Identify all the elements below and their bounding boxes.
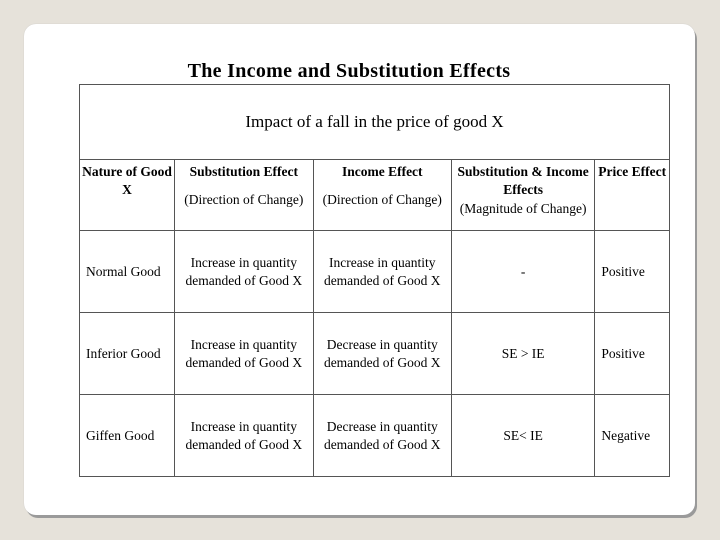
cell-price: Positive [595, 313, 670, 395]
header-price-label: Price Effect [598, 164, 667, 179]
header-nature [80, 160, 175, 231]
header-substitution-sub: (Direction of Change) [184, 191, 304, 207]
slide [24, 24, 695, 515]
cell-magnitude: - [451, 231, 594, 313]
effects-table [79, 84, 670, 477]
header-price [595, 160, 670, 231]
header-row [80, 160, 670, 231]
cell-price: Negative [595, 395, 670, 477]
table-row [80, 231, 670, 313]
header-substitution-label: Substitution Effect [189, 164, 298, 179]
cell-income: Decrease in quantity demanded of Good X [313, 313, 451, 395]
table-banner: Impact of a fall in the price of good X [80, 85, 670, 160]
cell-price: Positive [595, 231, 670, 313]
cell-income: Decrease in quantity demanded of Good X [313, 395, 451, 477]
header-income [313, 160, 451, 231]
slide-title: The Income and Substitution Effects [187, 60, 511, 82]
cell-substitution: Increase in quantity demanded of Good X [175, 313, 314, 395]
header-magnitude-label: Substitution & Income Effects [457, 164, 589, 197]
header-income-label: Income Effect [341, 164, 423, 179]
header-magnitude-sub: (Magnitude of Change) [459, 201, 587, 217]
header-substitution [175, 160, 314, 231]
header-magnitude [451, 160, 594, 231]
cell-income: Increase in quantity demanded of Good X [313, 231, 451, 313]
cell-nature: Giffen Good [80, 395, 175, 477]
cell-magnitude: SE > IE [451, 313, 594, 395]
cell-substitution: Increase in quantity demanded of Good X [175, 395, 314, 477]
header-income-sub: (Direction of Change) [322, 191, 442, 207]
banner-row [80, 85, 670, 160]
cell-substitution: Increase in quantity demanded of Good X [175, 231, 314, 313]
table-row [80, 313, 670, 395]
cell-magnitude: SE< IE [451, 395, 594, 477]
table-row [80, 395, 670, 477]
header-nature-label: Nature of Good X [82, 164, 172, 197]
cell-nature: Normal Good [80, 231, 175, 313]
cell-nature: Inferior Good [80, 313, 175, 395]
